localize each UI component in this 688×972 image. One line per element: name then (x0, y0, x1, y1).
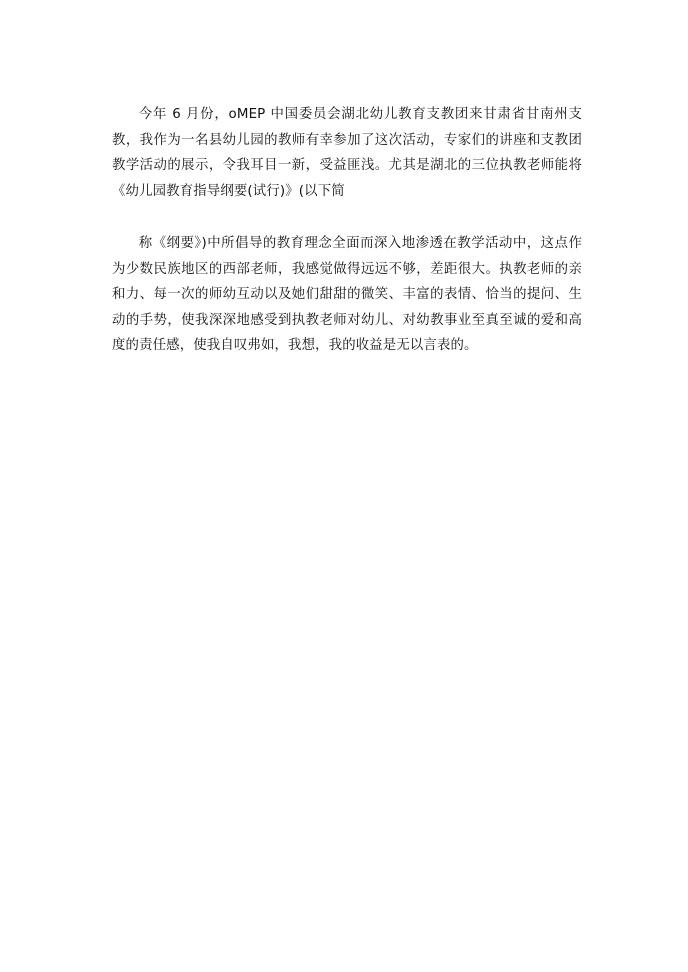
paragraph-2: 称《纲要》)中所倡导的教育理念全面而深入地渗透在教学活动中，这点作为少数民族地区的西部老师，我感觉做得远远不够，差距很大。执教老师的亲和力、每一次的师幼互动以及她们甜甜的微笑、丰富的表情、恰当的提问、生动的手势，使我深深地感受到执教老师对幼儿、对幼教事业至真至诚的爱和高度的责任感，使我自叹弗如，我想，我的收益是无以言表的。 (112, 236, 582, 353)
paragraph-1: 今年 6 月份，oMEP 中国委员会湖北幼儿教育支教团来甘肃省甘南州支教，我作为一名县幼儿园的教师有幸参加了这次活动，专家们的讲座和支教团教学活动的展示，令我耳目一新，受益匪浅。尤其是湖北的三位执教老师能将《幼儿园教育指导纲要(试行)》(以下简 (112, 107, 582, 199)
